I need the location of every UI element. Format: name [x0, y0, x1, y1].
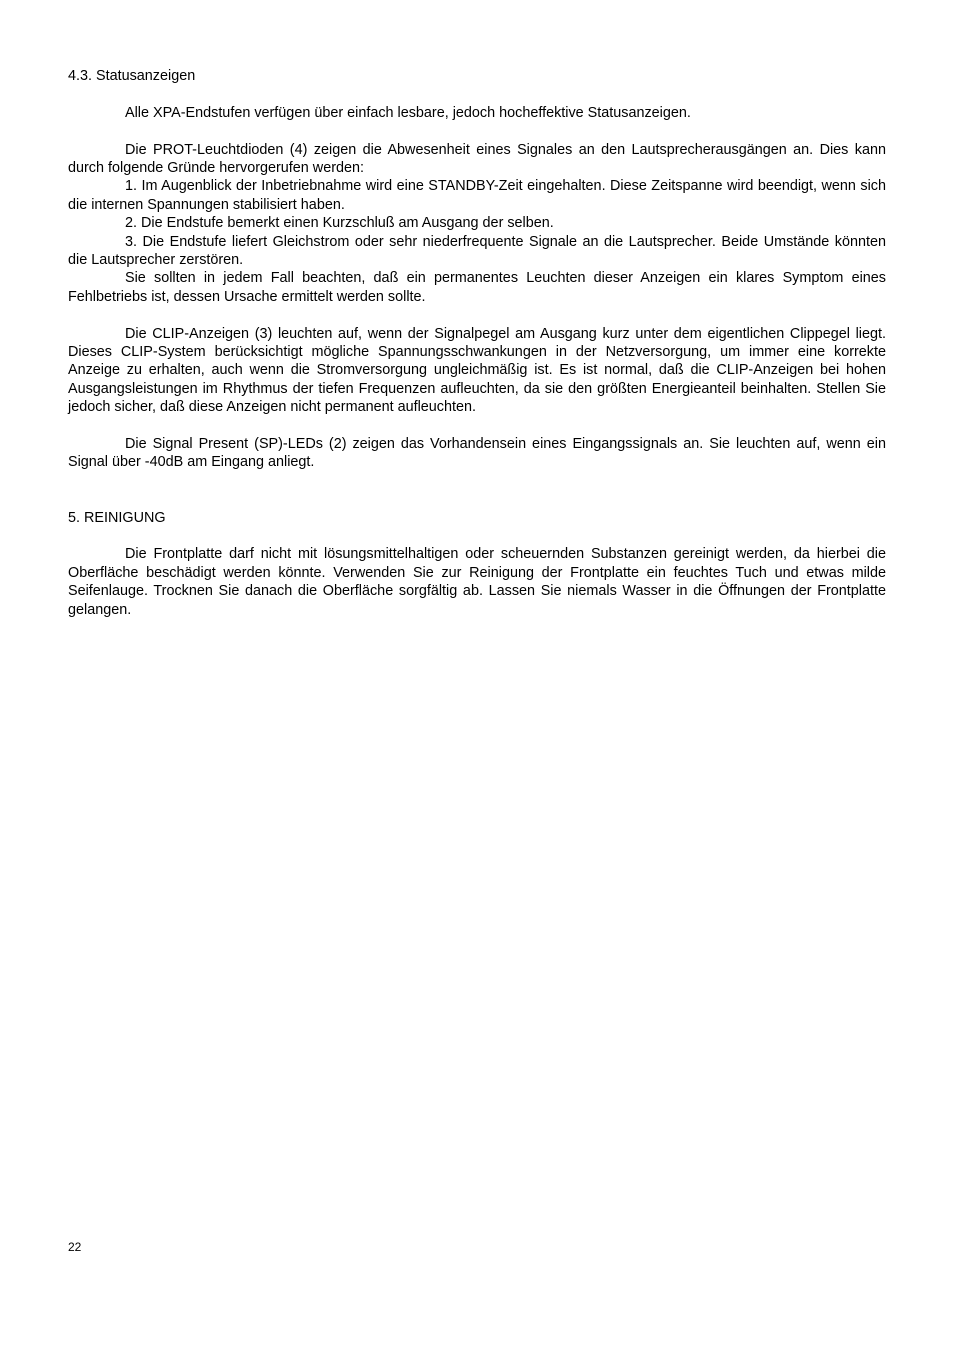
section-heading-reinigung: 5. REINIGUNG — [68, 509, 166, 526]
page-number: 22 — [68, 1240, 82, 1254]
paragraph-intro: Alle XPA-Endstufen verfügen über einfach lesbare, jedoch hocheffektive Statusanzeigen. — [125, 104, 691, 121]
list-item-reason-2: 2. Die Endstufe bemerkt einen Kurzschluß am Ausgang der selben. — [125, 215, 554, 232]
paragraph-prot-leds: Die PROT-Leuchtdioden (4) zeigen die Abwesenheit eines Signales an den Lautsprecherausgängen an. Dies kann durch folgende Gründe hervorgerufen werden: — [68, 141, 886, 176]
page-content — [68, 67, 886, 619]
paragraph-clip-leds: Die CLIP-Anzeigen (3) leuchten auf, wenn der Signalpegel am Ausgang kurz unter dem eigentlichen Clippegel liegt. Dieses CLIP-System berücksichtigt mögliche Spannungsschwankungen in der Netzversorgung, um immer eine korrekte Anzeige zu erhalten, auch wenn die Stromversorgung ungleichmäßig ist. Es ist normal, daß die CLIP-Anzeigen bei hohen Ausgangsleistungen im Rhythmus der tiefen Frequenzen aufleuchten, da sie den größten Energieanteil beinhalten. Stellen Sie jedoch sicher, daß diese Anzeigen nicht permanent aufleuchten. — [68, 325, 886, 416]
list-item-reason-3: 3. Die Endstufe liefert Gleichstrom oder sehr niederfrequente Signale an die Lautsprecher. Beide Umstände könnten die Lautsprecher zerstören. — [68, 233, 886, 269]
paragraph-signal-present-leds: Die Signal Present (SP)-LEDs (2) zeigen das Vorhandensein eines Eingangssignals an. Sie leuchten auf, wenn ein Signal über -40dB am Eingang anliegt. — [68, 436, 886, 471]
paragraph-cleaning: Die Frontplatte darf nicht mit lösungsmittelhaltigen oder scheuernden Substanzen gereinigt werden, da hierbei die Oberfläche beschädigt werden könnte. Verwenden Sie zur Reinigung der Frontplatte ein feuchtes Tuch und etwas milde Seifenlauge. Trocknen Sie danach die Oberfläche sorgfältig ab. Lassen Sie niemals Wasser in die Öffnungen der Frontplatte gelangen. — [68, 546, 886, 618]
list-item-reason-1: 1. Im Augenblick der Inbetriebnahme wird eine STANDBY-Zeit eingehalten. Diese Zeitspanne wird beendigt, wenn sich die internen Spannungen stabilisiert haben. — [68, 178, 886, 213]
paragraph-prot-note: Sie sollten in jedem Fall beachten, daß ein permanentes Leuchten dieser Anzeigen ein klares Symptom eines Fehlbetriebs ist, dessen Ursache ermittelt werden sollte. — [68, 270, 886, 305]
section-heading-statusanzeigen: 4.3. Statusanzeigen — [68, 68, 196, 84]
